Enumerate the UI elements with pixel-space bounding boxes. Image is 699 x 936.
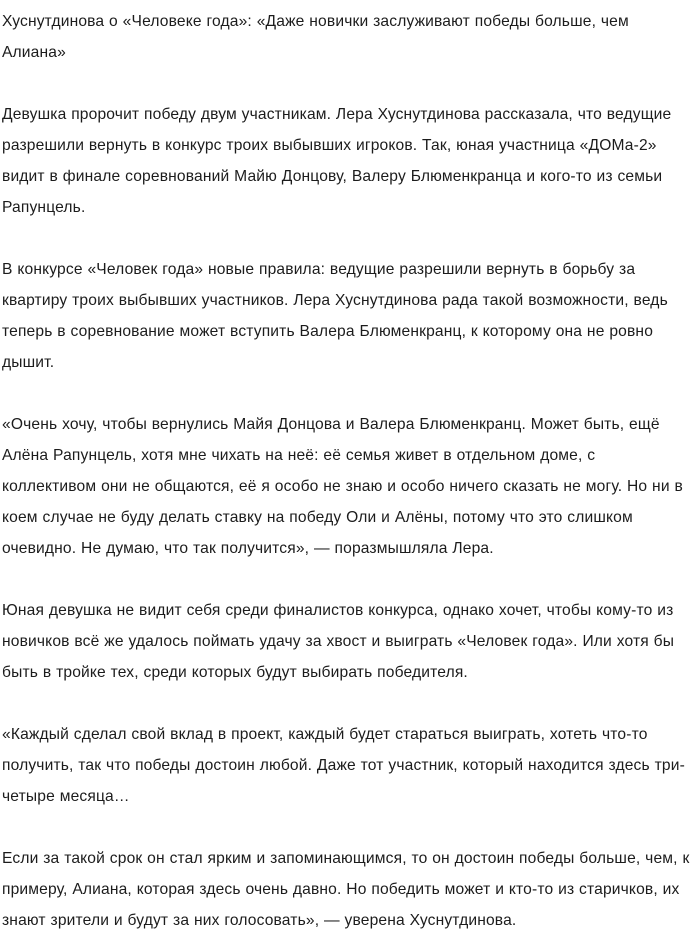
article-paragraph: «Очень хочу, чтобы вернулись Майя Донцова и Валера Блюменкранц. Может быть, ещё Алёна Рапунцель, хотя мне чихать на неё: её семья живет в отдельном доме, с коллективом они не общаются, её я особо не знаю и особо ничего сказать не могу. Но ни в коем случае не буду делать ставку на победу Оли и Алёны, потому что это слишком очевидно. Не думаю, что так получится», — поразмышляла Лера. bbox=[2, 416, 683, 557]
paragraph-spacer bbox=[2, 378, 691, 409]
article-body bbox=[2, 99, 691, 936]
article-paragraph: Юная девушка не видит себя среди финалистов конкурса, однако хочет, чтобы кому-то из новичков всё же удалось поймать удачу за хвост и выиграть «Человек года». Или хотя бы быть в тройке тех, среди которых будут выбирать победителя. bbox=[2, 602, 675, 681]
title-body-spacer bbox=[2, 68, 691, 99]
article-paragraph: Если за такой срок он стал ярким и запоминающимся, то он достоин победы больше, чем, к примеру, Алиана, которая здесь очень давно. Но победить может и кто-то из старичков, их знают зрители и будут за них голосовать», — уверена Хуснутдинова. bbox=[2, 850, 690, 929]
paragraph-spacer bbox=[2, 688, 691, 719]
article-paragraph: В конкурсе «Человек года» новые правила: ведущие разрешили вернуть в борьбу за квартиру троих выбывших участников. Лера Хуснутдинова рада такой возможности, ведь теперь в соревнование может вступить Валера Блюменкранц, к которому она не ровно дышит. bbox=[2, 261, 668, 371]
paragraph-spacer bbox=[2, 223, 691, 254]
paragraph-spacer bbox=[2, 812, 691, 843]
article-paragraph: Девушка пророчит победу двум участникам. Лера Хуснутдинова рассказала, что ведущие разрешили вернуть в конкурс троих выбывших игроков. Так, юная участница «ДОМа-2» видит в финале соревнований Майю Донцову, Валеру Блюменкранца и кого-то из семьи Рапунцель. bbox=[2, 106, 672, 216]
article-paragraph: «Каждый сделал свой вклад в проект, каждый будет стараться выиграть, хотеть что-то получить, так что победы достоин любой. Даже тот участник, который находится здесь три-четыре месяца… bbox=[2, 726, 685, 805]
paragraph-spacer bbox=[2, 564, 691, 595]
article-title: Хуснутдинова о «Человеке года»: «Даже новички заслуживают победы больше, чем Алиана» bbox=[2, 13, 629, 61]
